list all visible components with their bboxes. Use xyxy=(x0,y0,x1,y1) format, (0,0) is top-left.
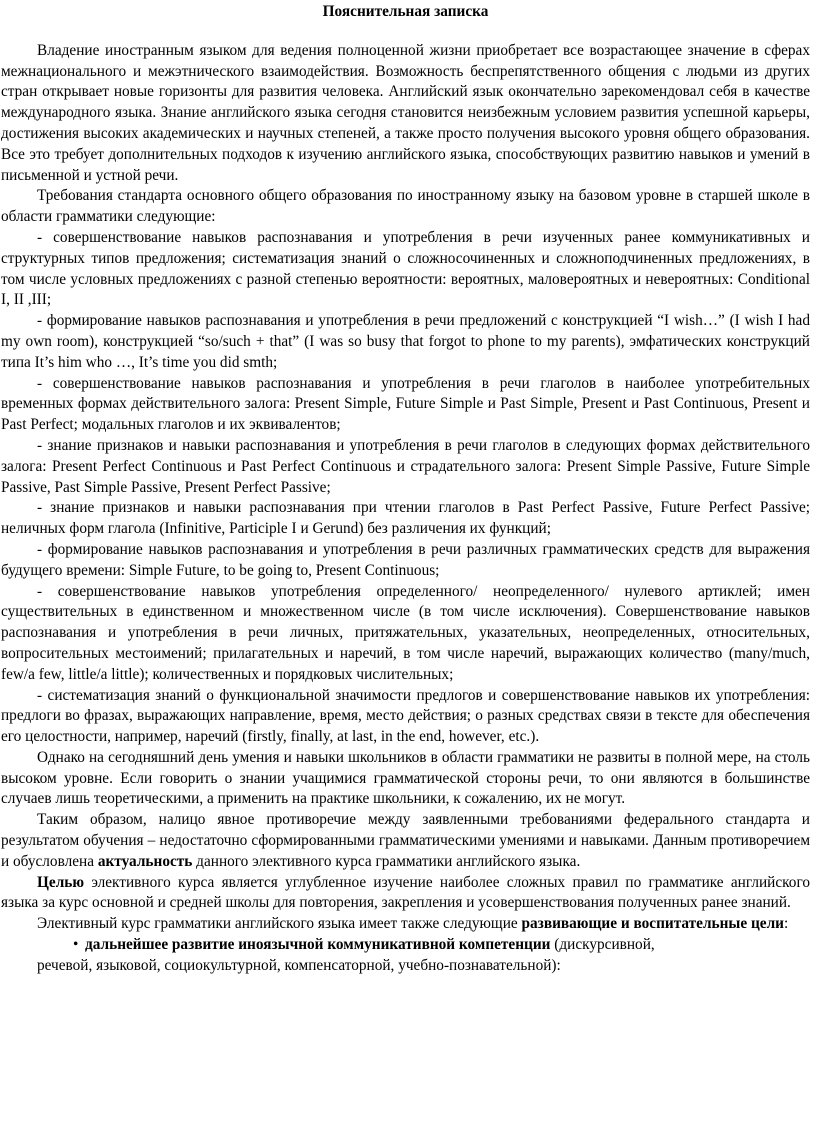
requirement-item-prepositions: - систематизация знаний о функциональной значимости предлогов и совершенствование навыков их употребления: предлоги во фразах, выражающих направление, время, место действия; о разных средствах связи в тексте для обеспечения его целостности, например, наречий (firstly, finally, at last, in the end, however, etc.). xyxy=(1,686,810,746)
requirement-item-future: - формирование навыков распознавания и употребления в речи различных грамматических средств для выражения будущего времени: Simple Future, to be going to, Present Continuous; xyxy=(1,540,810,579)
actuality-term: актуальность xyxy=(97,852,193,870)
bullet-continuation: речевой, языковой, социокультурной, компенсаторной, учебно-познавательной): xyxy=(37,956,561,974)
requirement-item-reading-passive: - знание признаков и навыки распознавания при чтении глаголов в Past Perfect Passive, Future Perfect Passive; неличных форм глагола (Infinitive, Participle I и Gerund) без различения их функций; xyxy=(1,499,810,538)
page-title: Пояснительная записка xyxy=(322,3,489,20)
paragraph-problem: Однако на сегодняшний день умения и навыки школьников в области грамматики не развиты в полной мере, на столь высоком уровне. Если говорить о знании учащимися грамматической стороны речи, то они являются в большинстве случаев лишь теоретическими, а применить на практике школьники, к сожалению, их не могут. xyxy=(1,748,810,808)
requirement-item-conditionals: - совершенствование навыков распознавания и употребления в речи изученных ранее коммуникативных и структурных типов предложения; систематизация знаний о сложносочиненных и сложноподчиненных предложениях, в том числе условных предложениях с разной степенью вероятности: вероятных, маловероятных и невероятных: Conditional I, II ,III; xyxy=(1,228,810,309)
bullet-term: дальнейшее развитие иноязычной коммуникативной компетенции xyxy=(85,936,551,954)
requirement-item-constructions: - формирование навыков распознавания и употребления в речи предложений с конструкцией “I wish…” (I wish I had my own room), конструкцией “so/such + that” (I was so busy that forgot to phone to my parents), эмфатических конструкций типа It’s him who …, It’s time you did smth; xyxy=(1,312,810,371)
paragraph-goal: Целью элективного курса является углубленное изучение наиболее сложных правил по грамматике английского языка за курс основной и средней школы для повторения, закрепления и усовершенствования полученных ранее знаний. xyxy=(1,873,810,912)
requirement-item-active-tenses: - совершенствование навыков распознавания и употребления в речи глаголов в наиболее употребительных временных формах действительного залога: Present Simple, Future Simple и Past Simple, Present и Past Continuous, Present и Past Perfect; модальных глаголов и их эквивалентов; xyxy=(1,374,810,434)
aims-term: развивающие и воспитательные цели xyxy=(521,915,784,933)
requirement-item-perfect-passive: - знание признаков и навыки распознавания и употребления в речи глаголов в следующих формах действительного залога: Present Perfect Continuous и Past Perfect Continuous и страдательного залога: Present Simple Passive, Future Simple Passive, Past Simple Passive, Present Perfect Passive; xyxy=(1,436,810,496)
bullet-list-item: • дальнейшее развитие иноязычной коммуникативной компетенции (дискурсивной, xyxy=(73,935,810,956)
paragraph-aims: Элективный курс грамматики английского языка имеет также следующие развивающие и воспитательные цели: xyxy=(37,915,789,933)
requirement-item-articles: - совершенствование навыков употребления определенного/ неопределенного/ нулевого артиклей; имен существительных в единственном и множественном числе (в том числе исключения). Совершенствование навыков распознавания и употребления в речи личных, притяжательных, указательных, неопределенных, относительных, вопросительных местоимений; прилагательных и наречий, в том числе наречий, выражающих количество (many/much, few/a few, little/a little); количественных и порядковых числительных; xyxy=(1,582,810,683)
goal-term: Целью xyxy=(37,873,85,891)
paragraph-intro: Владение иностранным языком для ведения полноценной жизни приобретает все возрастающее значение в сферах межнационального и межэтнического взаимодействия. Возможность беспрепятственного общения с людьми из других стран открывает новые горизонты для развития человека. Английский язык окончательно зарекомендовал себя в качестве международного языка. Знание английского языка сегодня становится неизбежным условием развития успешной карьеры, достижения высоких академических и научных степеней, а также просто получения высокого уровня общего образования. Все это требует дополнительных подходов к изучению английского языка, способствующих развитию навыков и умений в письменной и устной речи. xyxy=(1,41,810,184)
bullet-icon: • xyxy=(73,936,79,954)
paragraph-requirements: Требования стандарта основного общего образования по иностранному языку на базовом уровне в старшей школе в области грамматики следующие: xyxy=(1,187,810,226)
paragraph-actuality: Таким образом, налицо явное противоречие между заявленными требованиями федерального стандарта и результатом обучения – недостаточно сформированными грамматическими умениями и навыками. Данным противоречием и обусловлена актуальность данного элективного курса грамматики английского языка. xyxy=(1,811,810,870)
